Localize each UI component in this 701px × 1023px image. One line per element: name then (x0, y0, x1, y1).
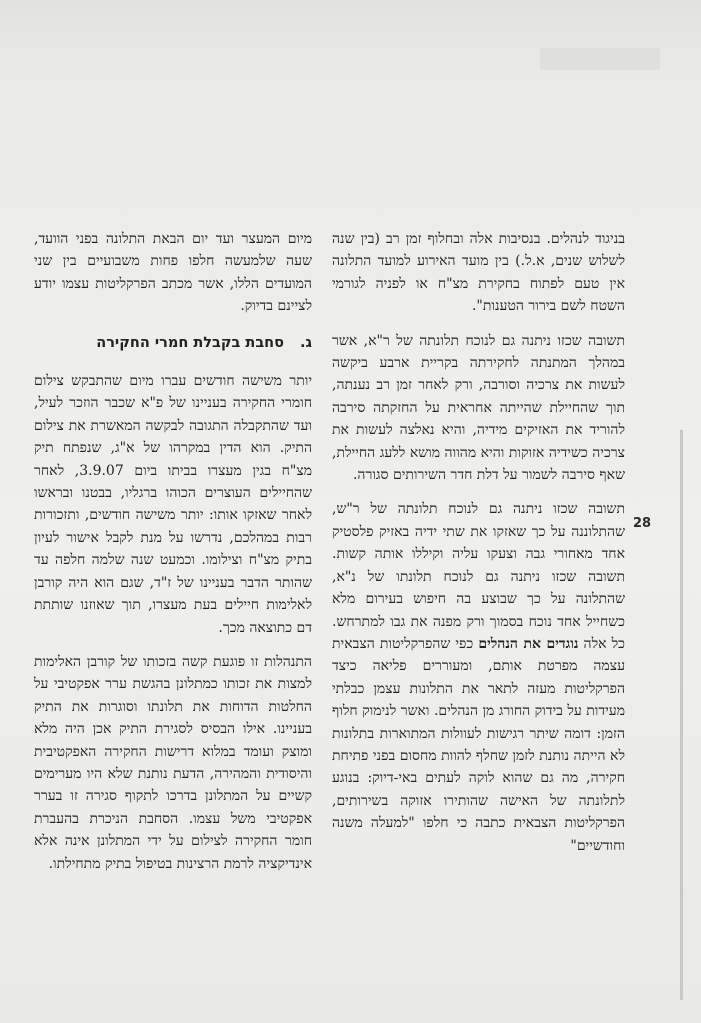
paragraph-text: כפי שהפרקליטות הצבאית עצמה מפרטת אותם, ומעוררים פליאה כיצד הפרקליטות מעזה לתאר את התלונות עצמן כבלתי מעידות על בידוק החורג מן הנהלים. ואשר לנימוק חלוף הזמן: דומה שיתר רגישות לעוולות המתוארות בתלונות לא הייתה נותנת לזמן שחלף להוות מחסום בפני פתיחת חקירה, מה גם שהוא לוקה לעתים באי-דיוק: בנוגע לתלונתה של האישה שהותירו אזוקה בשירותים, הפרקליטות הצבאית כתבה כי חלפו "למעלה משנה וחודשיים" (332, 635, 625, 854)
paragraph (332, 498, 625, 857)
paragraph: התנהלות זו פוגעת קשה בזכותו של קורבן האלימות למצות את זכותו כמתלונן בהגשת ערר אפקטיבי על החלטות הדוחות את תלונתו וסוגרות את התיק בעניינו. אילו הבסיס לסגירת התיק אכן היה מלא ומוצק ועומד במלוא דרישות החקירה האפקטיבית והיסודית והמהירה, הדעת נותנת שלא היו מערימים קשיים על המתלונן בדרכו לתקוף סגירה זו בערר אפקטיבי משל עצמו. הסחבת הניכרת בהעברת חומר החקירה לצילום על ידי המתלונן אינה אלא אינדיקציה לרמת הרצינות בטיפול בתיק מתחילתו. (34, 653, 312, 872)
section-title: סחבת בקבלת חמרי החקירה (96, 334, 284, 351)
paragraph: מיום המעצר ועד יום הבאת התלונה בפני הוועד, שעה שלמעשה חלפו פחות משבועיים בין שני המועדים הללו, אשר מכתב הפרקליטות עצמו יודע לציינם בדיוק. (34, 231, 312, 315)
paragraph-text: תשובה שכזו ניתנה גם לנוכח תלונתה של ר"ש, שהתלוננה על כך שאזקו את שתי ידיה באזיק פלסטיק אחד מאחורי גבה וצעקו עליה וקיללו אותה קשות. תשובה שכזו ניתנה גם לנוכח תלונתו של נ"א, שהתלונה על כך שבוצע בה חיפוש בעירום מלא כשחייל אחד נוכח בסמוך ורק מפנה את גבו למתרחש. כל אלה (332, 501, 625, 652)
section-heading (34, 332, 312, 354)
faded-running-header (540, 48, 660, 70)
paragraph: יותר משישה חודשים עברו מיום שהתבקש צילום חומרי החקירה בעניינו של פ"א שכבר הוזכר לעיל, ועד שהתקבלה התגובה לבקשה המאשרת את צילום התיק. הוא הדין במקרהו של א"ג, שנפתח תיק מצ"ח בגין מעצרו בביתו ביום 3.9.07, לאחר שהחיילים העוצרים הכוהו ברגליו, בבטנו ובראשו לאחר שאזקו אותו: יותר משישה חודשים, ותזכורות רבות במהלכם, נדרשו על מנת לקבל אישור לעיון בתיק מצ"ח וצילומו. וכמעט שנה שלמה חלפה עד שהותר הדבר בעניינו של ז"ד, שגם הוא היה קורבן לאלימות חיילים בעת מעצרו, תוך שאוזנו שותתת דם כתוצאה מכך. (34, 373, 312, 636)
paragraph: בניגוד לנהלים. בנסיבות אלה ובחלוף זמן רב (בין שנה לשלוש שנים, א.ל.) בין מועד האירוע למועד התלונה אין טעם לפתוח בחקירת מצ"ח או לפניה לגורמי השטח לשם בירור הטענות". (332, 231, 625, 315)
page-number: 28 (633, 516, 652, 531)
left-text-column (34, 228, 312, 887)
section-number: ג. (300, 334, 312, 351)
right-text-column (332, 228, 625, 869)
page-edge-shadow (680, 430, 683, 1000)
paragraph: תשובה שכזו ניתנה גם לנוכח תלונתה של ר"א, אשר במהלך המתנתה לחקירתה בקריית ארבע ביקשה לעשות את צרכיה וסורבה, ורק לאחר זמן רב נענתה, תוך שהחיילת שהייתה אחראית על החזקתה סירבה להוריד את האזיקים מידיה, והיא נאלצה לעשות את צרכיה כשידיה אזוקות והיא מהווה מושא ללעג החיילת, שאף סירבה לשמור על דלת חדר השירותים סגורה. (332, 332, 625, 484)
bold-emphasis: נוגדים את הנהלים (478, 635, 579, 652)
